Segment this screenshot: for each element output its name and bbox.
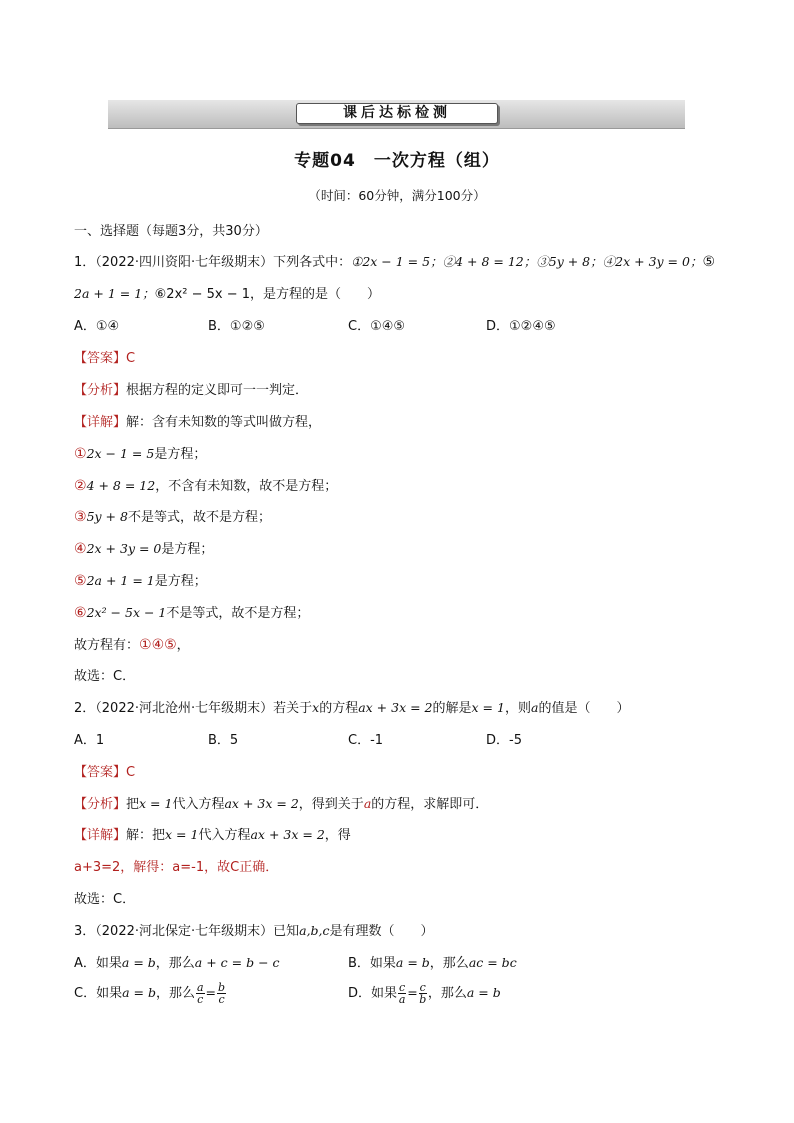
q1-expr-2: ②4 + 8 = 12； [442, 254, 537, 269]
q1-expr-1: ①2x − 1 = 5； [351, 254, 443, 269]
q1-detail-line-3: ③5y + 8不是等式，故不是方程； [74, 509, 271, 525]
q2-calculation: a+3=2，解得：a=-1，故C正确． [74, 860, 279, 875]
section-heading: 一、选择题（每题3分，共30分） [74, 224, 268, 239]
q1-stem-line2 [74, 283, 380, 302]
header-banner [108, 100, 685, 129]
q2-detail: 【详解】解：把x = 1代入方程ax + 3x = 2，得 [74, 827, 351, 843]
q3-d-frac-2: $\frac{c}{b}$ [419, 981, 427, 1006]
q1-conclusion: 故方程有：①④⑤， [74, 637, 190, 653]
q1-expr-6: ⑥2x² − 5x − 1，是方程的是（ ） [154, 287, 381, 302]
q1-answer [74, 347, 135, 366]
q2-option-b: B．5 [208, 733, 239, 748]
q1-detail-text: 解：含有未知数的等式叫做方程， [126, 415, 322, 430]
q3-option-d: D．如果 $\frac{c}{a}$ = $\frac{c}{b}$ ，那么a = b [348, 981, 501, 1006]
q1-expr-4: ④2x + 3y = 0； [602, 254, 703, 269]
q1-expr-3: ③5y + 8； [536, 254, 603, 269]
q1-detail-line-2: ②4 + 8 = 12，不含有未知数，故不是方程； [74, 478, 338, 494]
q1-choice: 故选：C． [74, 669, 136, 684]
q3-d-frac-1: $\frac{c}{a}$ [398, 981, 406, 1006]
q1-analysis-tag: 【分析】 [74, 383, 127, 398]
q1-detail-line-1: ①2x − 1 = 5是方程； [74, 446, 207, 462]
q3-option-b: B．如果a = b，那么ac = bc [348, 955, 517, 971]
q2-analysis: 【分析】把x = 1代入方程ax + 3x = 2，得到关于a的方程，求解即可． [74, 796, 489, 812]
q3-option-c: C．如果a = b，那么 $\frac{a}{c}$ = $\frac{b}{c}$ [74, 981, 226, 1006]
q1-option-a: A．①④ [74, 319, 120, 334]
q3-stem: 3．（2022·河北保定·七年级期末）已知a,b,c是有理数（ ） [74, 923, 434, 939]
q2-option-d: D．-5 [486, 733, 522, 748]
q1-detail-line-4: ④2x + 3y = 0是方程； [74, 541, 214, 557]
q1-answer-value: C [126, 351, 136, 366]
q2-choice: 故选：C． [74, 892, 136, 907]
q1-detail [74, 411, 321, 430]
q1-detail-line-6: ⑥2x² − 5x − 1不是等式，故不是方程； [74, 605, 310, 621]
q1-stem-line1 [74, 251, 715, 270]
q2-answer: 【答案】C [74, 765, 136, 780]
q1-answer-tag: 【答案】 [74, 351, 127, 366]
page-subtitle: （时间：60分钟，满分100分） [308, 188, 486, 203]
banner-label: 课后达标检测 [296, 103, 498, 124]
q1-expr-5: 2a + 1 = 1； [74, 286, 155, 301]
q3-c-frac-1: $\frac{a}{c}$ [196, 981, 204, 1006]
q1-option-b: B．①②⑤ [208, 319, 265, 334]
page-title: 专题04 一次方程（组） [294, 151, 500, 171]
q1-analysis [74, 379, 308, 398]
q2-option-a: A．1 [74, 733, 105, 748]
q1-stem-text: 1．（2022·四川资阳·七年级期末）下列各式中： [74, 255, 352, 270]
q1-expr-5-num: ⑤ [702, 254, 716, 270]
q1-option-c: C．①④⑤ [348, 319, 406, 334]
q1-analysis-text: 根据方程的定义即可一一判定． [126, 383, 309, 398]
q1-detail-line-5: ⑤2a + 1 = 1是方程； [74, 573, 207, 589]
q3-c-frac-2: $\frac{b}{c}$ [218, 981, 226, 1006]
q2-stem: 2．（2022·河北沧州·七年级期末）若关于x的方程ax + 3x = 2的解是x = 1，则a的值是（ ） [74, 700, 630, 716]
q2-option-c: C．-1 [348, 733, 384, 748]
q1-detail-tag: 【详解】 [74, 415, 127, 430]
q3-option-a: A．如果a = b，那么a + c = b − c [74, 955, 280, 971]
q1-option-d: D．①②④⑤ [486, 319, 556, 334]
